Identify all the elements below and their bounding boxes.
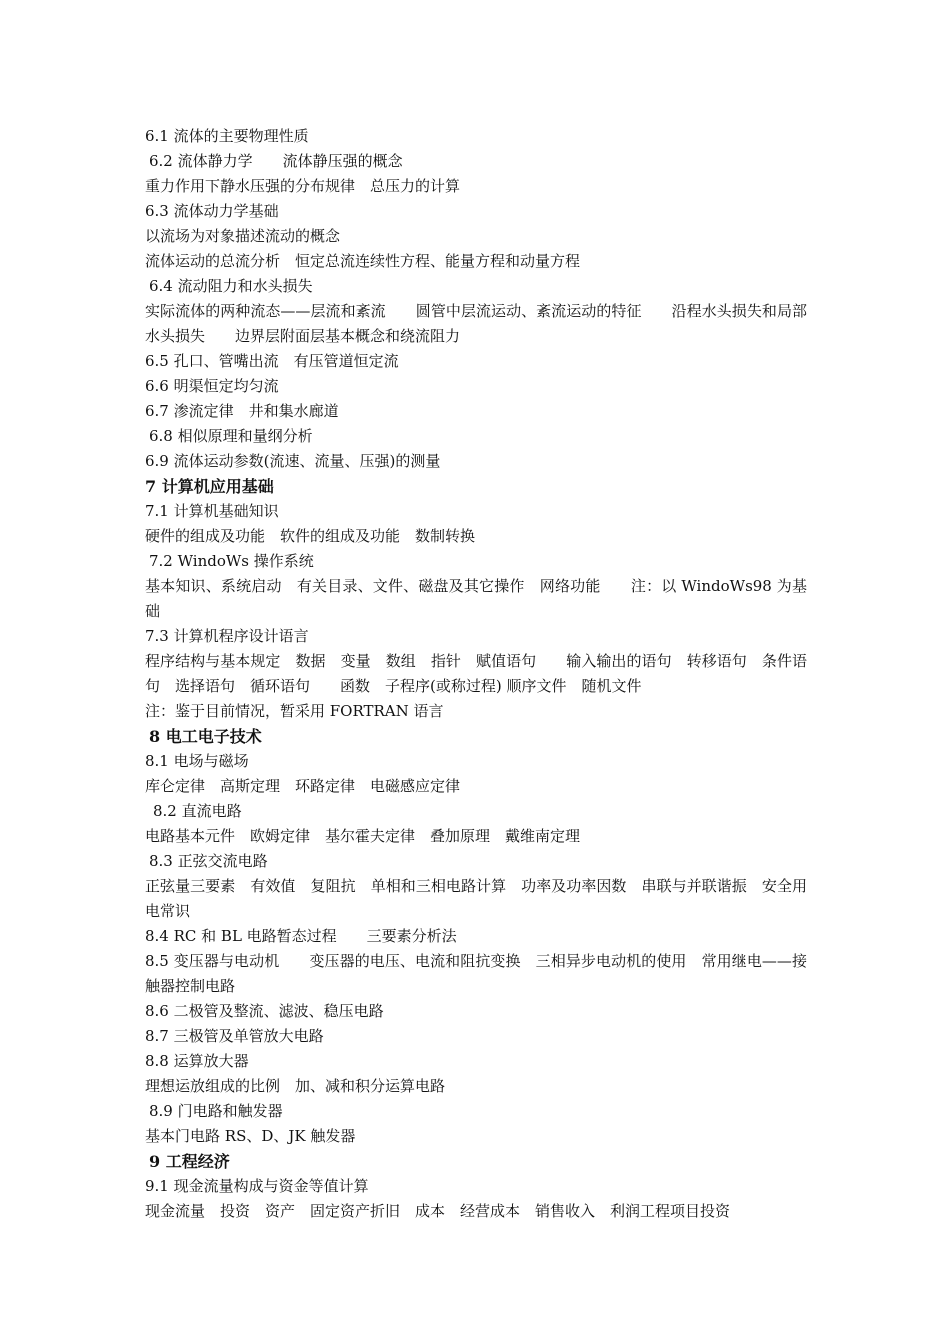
text-line: 6.5 孔口、管嘴出流 有压管道恒定流 bbox=[145, 352, 399, 370]
text-line: 硬件的组成及功能 软件的组成及功能 数制转换 bbox=[145, 527, 476, 545]
text-line: 8.5 变压器与电动机 变压器的电压、电流和阻抗变换 三相异步电动机的使用 常用继电——接触器控制电路 bbox=[145, 952, 807, 995]
document-body bbox=[145, 124, 807, 1224]
text-line: 6.4 流动阻力和水头损失 bbox=[149, 277, 313, 295]
text-line: 8.7 三极管及单管放大电路 bbox=[145, 1027, 324, 1045]
text-line: 6.7 渗流定律 井和集水廊道 bbox=[145, 402, 339, 420]
text-line: 6.1 流体的主要物理性质 bbox=[145, 127, 309, 145]
text-line: 6.2 流体静力学 流体静压强的概念 bbox=[149, 152, 403, 170]
text-line: 6.3 流体动力学基础 bbox=[145, 202, 279, 220]
text-line: 基本知识、系统启动 有关目录、文件、磁盘及其它操作 网络功能 注：以 WindoWs98 为基础 bbox=[145, 577, 807, 620]
text-line: 现金流量 投资 资产 固定资产折旧 成本 经营成本 销售收入 利润工程项目投资 bbox=[145, 1202, 731, 1220]
section-heading: 7 计算机应用基础 bbox=[145, 477, 274, 496]
text-line: 9.1 现金流量构成与资金等值计算 bbox=[145, 1177, 369, 1195]
text-line: 7.2 WindoWs 操作系统 bbox=[149, 552, 314, 570]
text-line: 8.8 运算放大器 bbox=[145, 1052, 249, 1070]
text-line: 6.9 流体运动参数(流速、流量、压强)的测量 bbox=[145, 452, 441, 470]
text-line: 8.4 RC 和 BL 电路暂态过程 三要素分析法 bbox=[145, 927, 457, 945]
text-line: 8.6 二极管及整流、滤波、稳压电路 bbox=[145, 1002, 384, 1020]
text-line: 7.3 计算机程序设计语言 bbox=[145, 627, 309, 645]
text-line: 实际流体的两种流态——层流和紊流 圆管中层流运动、紊流运动的特征 沿程水头损失和局部水头损失 边界层附面层基本概念和绕流阻力 bbox=[145, 302, 807, 345]
section-heading: 9 工程经济 bbox=[149, 1152, 230, 1171]
text-line: 电路基本元件 欧姆定律 基尔霍夫定律 叠加原理 戴维南定理 bbox=[145, 827, 581, 845]
text-line: 7.1 计算机基础知识 bbox=[145, 502, 279, 520]
text-line: 8.3 正弦交流电路 bbox=[149, 852, 268, 870]
text-line: 8.9 门电路和触发器 bbox=[149, 1102, 283, 1120]
text-line: 6.8 相似原理和量纲分析 bbox=[149, 427, 313, 445]
text-line: 6.6 明渠恒定均匀流 bbox=[145, 377, 279, 395]
text-line: 基本门电路 RS、D、JK 触发器 bbox=[145, 1127, 356, 1145]
text-line: 流体运动的总流分析 恒定总流连续性方程、能量方程和动量方程 bbox=[145, 252, 581, 270]
text-line: 8.1 电场与磁场 bbox=[145, 752, 249, 770]
text-line: 正弦量三要素 有效值 复阻抗 单相和三相电路计算 功率及功率因数 串联与并联谐振 安全用电常识 bbox=[145, 877, 807, 920]
section-heading: 8 电工电子技术 bbox=[149, 727, 262, 746]
text-line: 程序结构与基本规定 数据 变量 数组 指针 赋值语句 输入输出的语句 转移语句 条件语句 选择语句 循环语句 函数 子程序(或称过程) 顺序文件 随机文件 bbox=[145, 652, 807, 695]
text-line: 8.2 直流电路 bbox=[153, 802, 242, 820]
text-line: 以流场为对象描述流动的概念 bbox=[145, 227, 341, 245]
text-line: 重力作用下静水压强的分布规律 总压力的计算 bbox=[145, 177, 461, 195]
text-line: 理想运放组成的比例 加、减和积分运算电路 bbox=[145, 1077, 446, 1095]
text-line: 库仑定律 高斯定理 环路定律 电磁感应定律 bbox=[145, 777, 461, 795]
text-line: 注：鉴于目前情况，暂采用 FORTRAN 语言 bbox=[145, 702, 444, 720]
